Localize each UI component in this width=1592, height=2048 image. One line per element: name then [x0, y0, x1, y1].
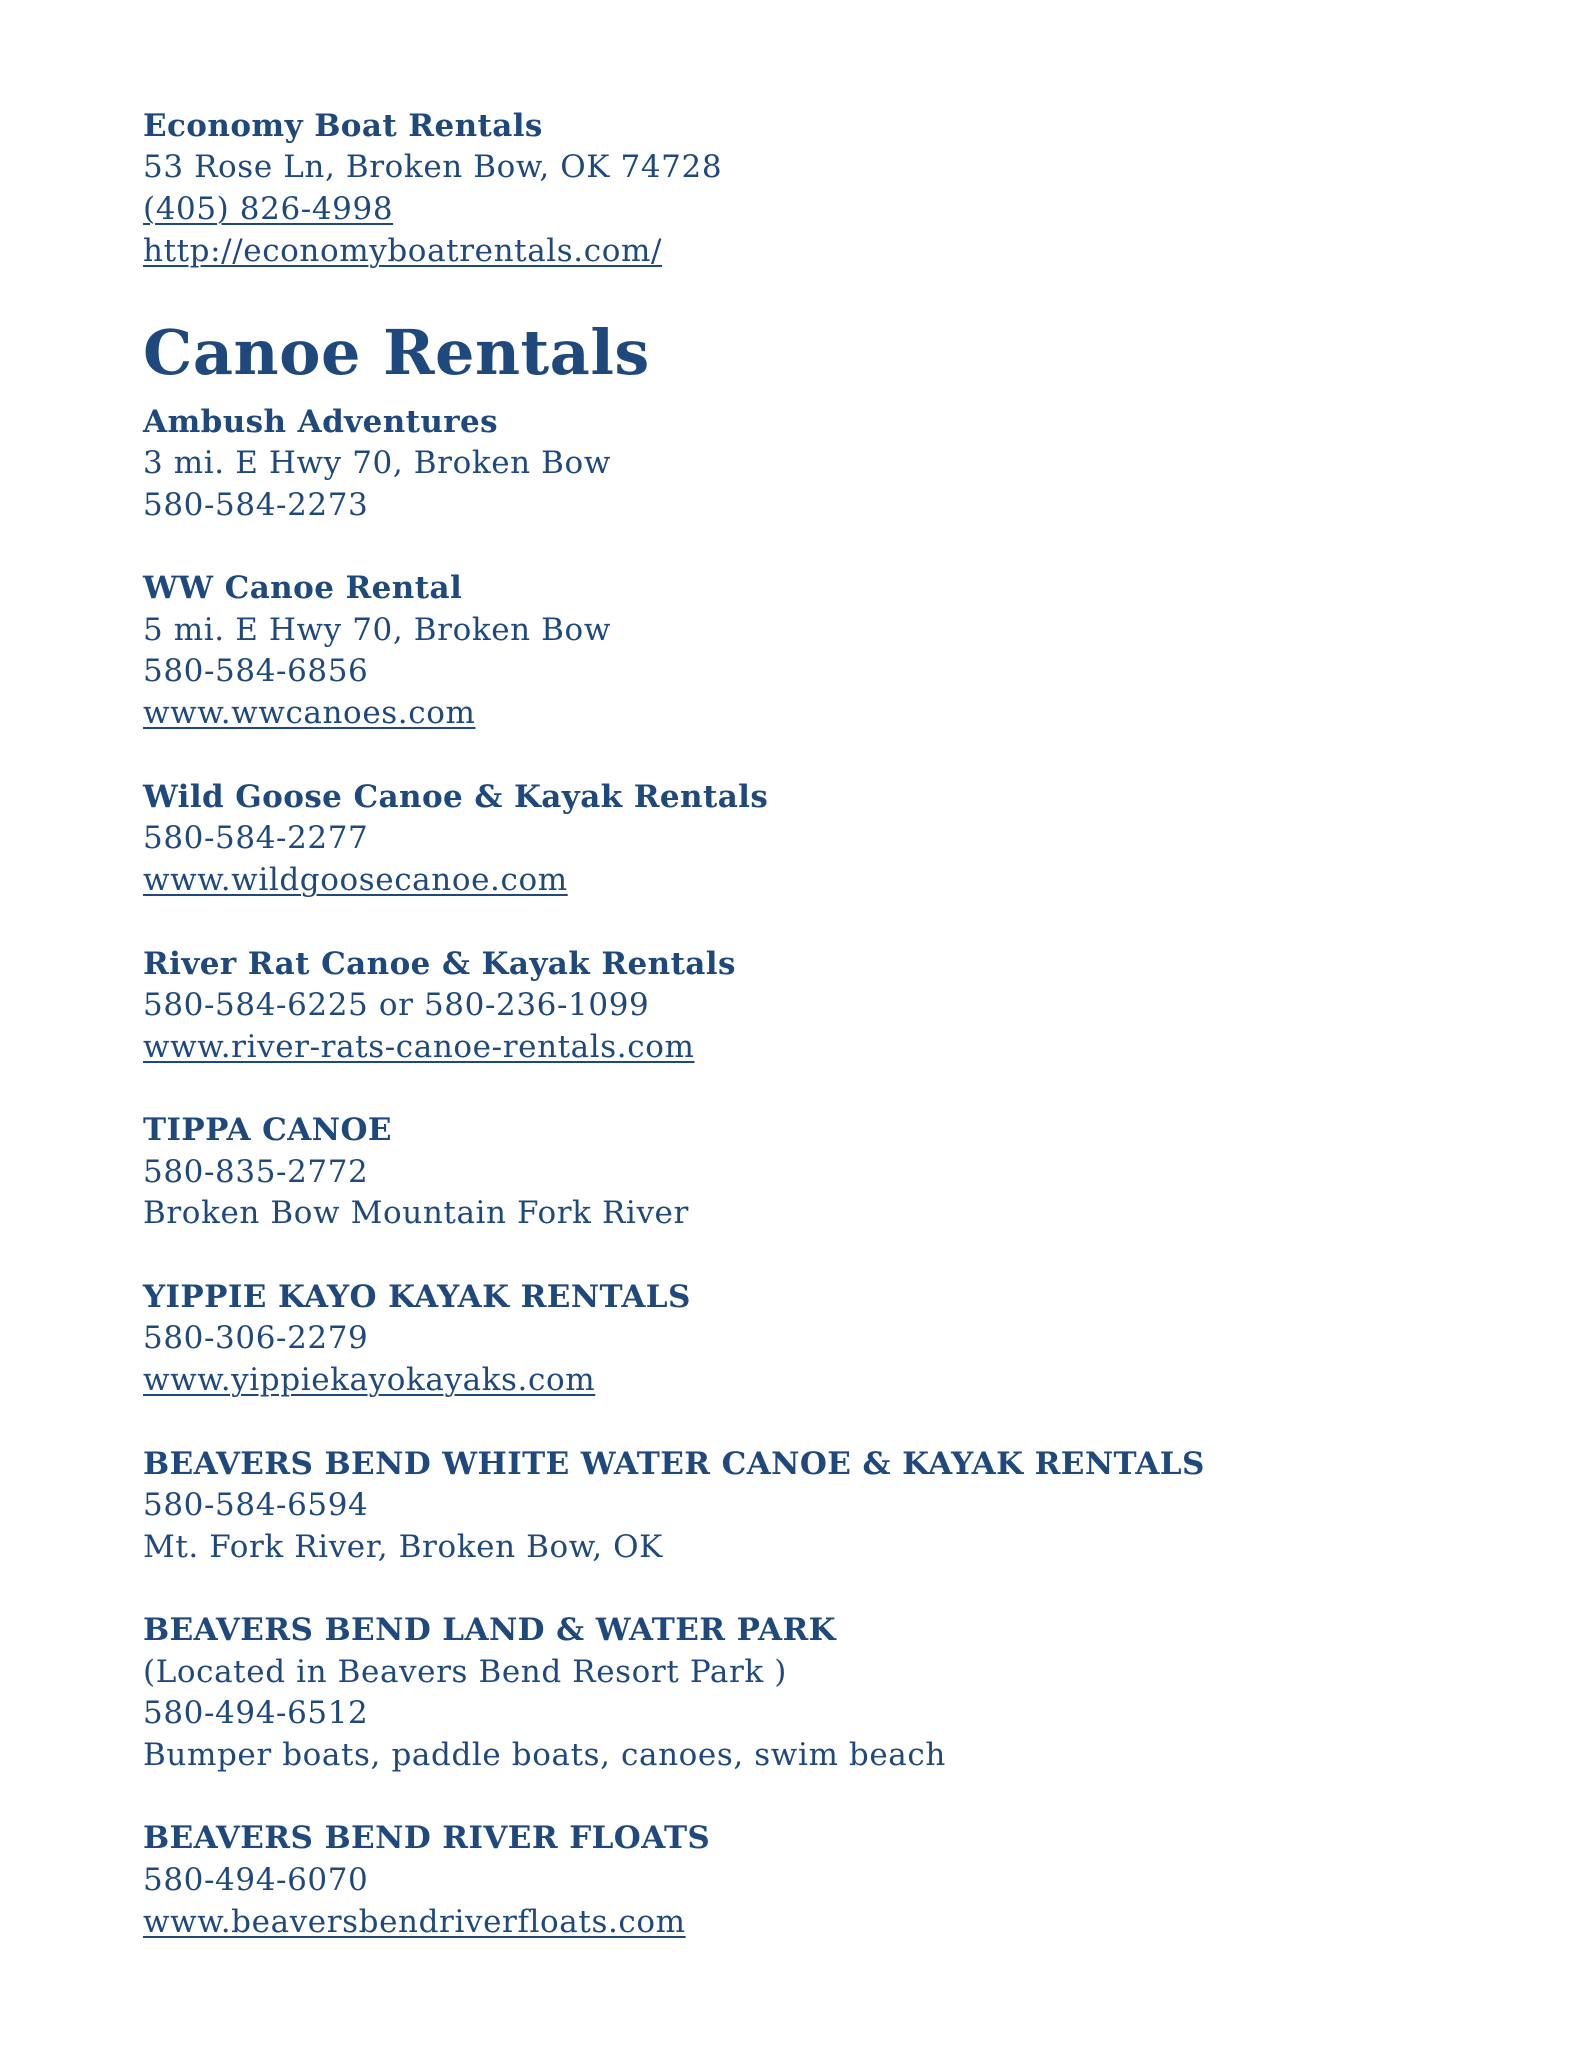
listing-address: 5 mi. E Hwy 70, Broken Bow [143, 612, 611, 648]
listing-name: WW Canoe Rental [143, 570, 463, 606]
section-heading-canoe-rentals: Canoe Rentals [143, 316, 650, 389]
phone-link[interactable]: (405) 826-4998 [143, 191, 394, 227]
listing-note: Bumper boats, paddle boats, canoes, swim beach [143, 1737, 946, 1773]
listing-phone: 580-835-2772 [143, 1154, 369, 1190]
listing-name: BEAVERS BEND LAND & WATER PARK [143, 1612, 836, 1648]
listing-note: Broken Bow Mountain Fork River [143, 1195, 689, 1231]
website-link[interactable]: www.wwcanoes.com [143, 695, 476, 731]
listing-name: River Rat Canoe & Kayak Rentals [143, 946, 736, 982]
listing-address: 53 Rose Ln, Broken Bow, OK 74728 [143, 149, 723, 185]
listing-phone: 580-584-2273 [143, 487, 369, 523]
listing-name: BEAVERS BEND WHITE WATER CANOE & KAYAK RENTALS [143, 1446, 1205, 1482]
listing-name: Ambush Adventures [143, 404, 499, 440]
listing-name: Wild Goose Canoe & Kayak Rentals [143, 779, 769, 815]
listing-name: BEAVERS BEND RIVER FLOATS [143, 1820, 711, 1856]
listing-address: Mt. Fork River, Broken Bow, OK [143, 1529, 663, 1565]
listing-name: TIPPA CANOE [143, 1112, 392, 1148]
website-link[interactable]: www.wildgoosecanoe.com [143, 862, 568, 898]
listing-name: YIPPIE KAYO KAYAK RENTALS [143, 1279, 691, 1315]
listing-phone: 580-584-2277 [143, 820, 369, 856]
website-link[interactable]: www.river-rats-canoe-rentals.com [143, 1029, 695, 1065]
listing-name: Economy Boat Rentals [143, 108, 543, 144]
listing-phone: 580-584-6225 or 580-236-1099 [143, 987, 650, 1023]
website-link[interactable]: www.beaversbendriverfloats.com [143, 1904, 686, 1940]
listing-address: 3 mi. E Hwy 70, Broken Bow [143, 445, 611, 481]
listing-phone: 580-584-6594 [143, 1487, 369, 1523]
listing-location-note: (Located in Beavers Bend Resort Park ) [143, 1654, 787, 1690]
listing-phone: 580-494-6070 [143, 1862, 369, 1898]
website-link[interactable]: http://economyboatrentals.com/ [143, 233, 663, 269]
listing-phone: 580-494-6512 [143, 1695, 369, 1731]
listing-phone: 580-306-2279 [143, 1320, 369, 1356]
listing-phone: 580-584-6856 [143, 653, 369, 689]
website-link[interactable]: www.yippiekayokayaks.com [143, 1362, 596, 1398]
